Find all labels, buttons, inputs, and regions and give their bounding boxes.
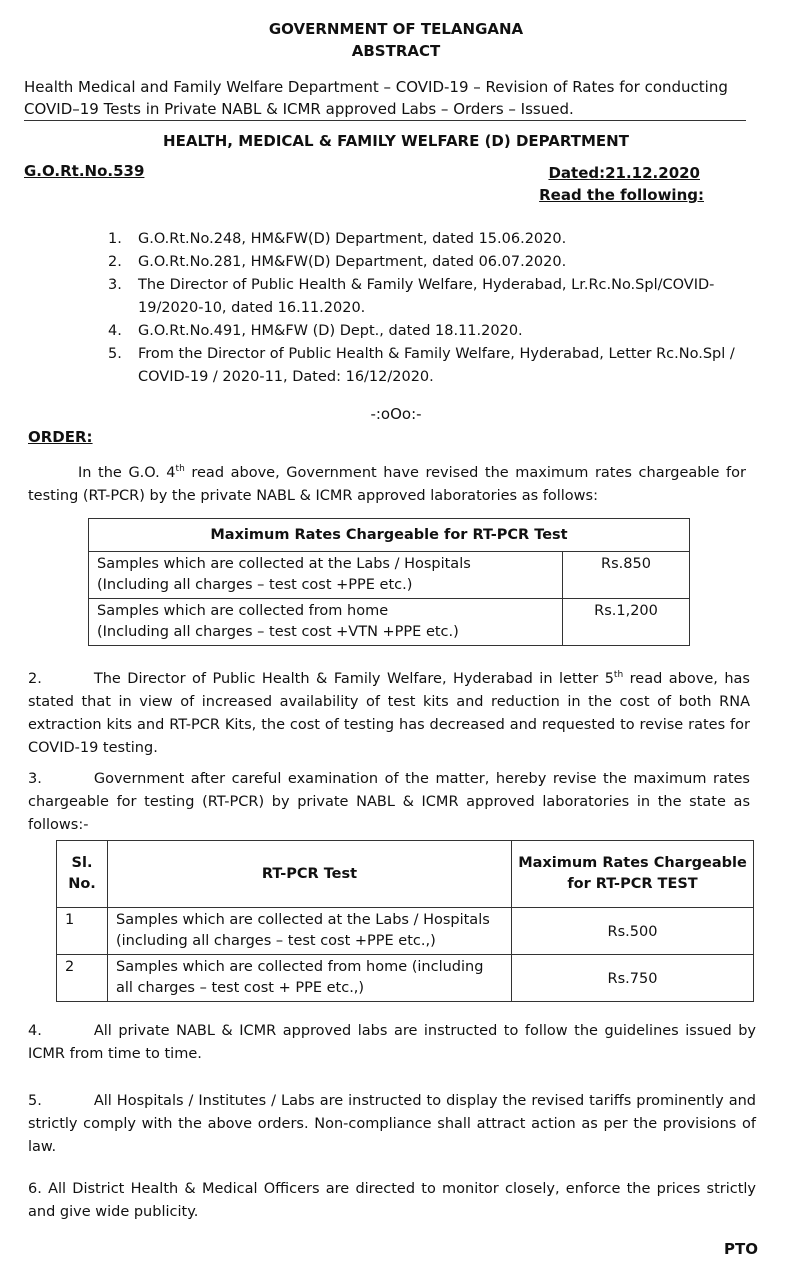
table-header: Maximum Rates Chargeable for RT-PCR Test — [89, 519, 690, 552]
paragraph-5: 5. All Hospitals / Institutes / Labs are instructed to display the revised tariffs prominently and strictly comply with the above orders. Non-compliance shall attract action as per the provisions of law. — [28, 1093, 756, 1155]
subject-line-1: Health Medical and Family Welfare Department – COVID-19 – Revision of Rates for conducting — [24, 78, 728, 96]
paragraph-1: In the G.O. 4th read above, Government have revised the maximum rates chargeable for testing (RT-PCR) by the private NABL & ICMR approved laboratories as follows: — [28, 464, 746, 504]
references-list — [108, 228, 748, 389]
order-date: Dated:21.12.2020 — [548, 164, 700, 182]
ornament-divider: -:oOo:- — [370, 405, 422, 423]
pto-label: PTO — [724, 1240, 758, 1258]
revised-rates-table — [56, 840, 754, 1002]
subject-divider — [24, 120, 746, 121]
table-row: 2 Samples which are collected from home (including all charges – test cost + PPE etc.,) Rs.750 — [57, 955, 754, 1002]
table-row: Samples which are collected at the Labs / Hospitals (Including all charges – test cost +PPE etc.) Rs.850 — [89, 552, 690, 599]
order-heading: ORDER: — [28, 428, 93, 446]
department-heading: HEALTH, MEDICAL & FAMILY WELFARE (D) DEPARTMENT — [163, 132, 629, 150]
rate-value: Rs.850 — [563, 552, 690, 599]
column-header-rate: Maximum Rates Chargeable for RT-PCR TEST — [512, 841, 754, 908]
subject-line-2: COVID–19 Tests in Private NABL & ICMR approved Labs – Orders – Issued. — [24, 100, 574, 118]
subject — [24, 76, 744, 120]
go-number: G.O.Rt.No.539 — [24, 162, 145, 180]
rate-value: Rs.750 — [512, 955, 754, 1002]
table-row: Samples which are collected from home (Including all charges – test cost +VTN +PPE etc.) Rs.1,200 — [89, 599, 690, 646]
old-rates-table — [88, 518, 690, 646]
read-following-heading: Read the following: — [539, 186, 704, 204]
paragraph-2: 2. The Director of Public Health & Family Welfare, Hyderabad in letter 5th read above, has stated that in view of increased availability of test kits and reduction in the cost of both RNA extraction kits and RT-PCR Kits, the cost of testing has decreased and requested to revise rates for COVID-19 testing. — [28, 670, 750, 756]
column-header-sl: Sl. No. — [57, 841, 108, 908]
reference-item: 1. G.O.Rt.No.248, HM&FW(D) Department, dated 15.06.2020. — [108, 231, 567, 247]
paragraph-3: 3. Government after careful examination of the matter, hereby revise the maximum rates chargeable for testing (RT-PCR) by private NABL & ICMR approved laboratories in the state as follows:- — [28, 771, 750, 833]
paragraph-4: 4. All private NABL & ICMR approved labs are instructed to follow the guidelines issued by ICMR from time to time. — [28, 1023, 756, 1062]
paragraph-6: 6. All District Health & Medical Officers are directed to monitor closely, enforce the prices strictly and give wide publicity. — [28, 1181, 757, 1220]
government-title: GOVERNMENT OF TELANGANA — [268, 20, 524, 38]
table-row: 1 Samples which are collected at the Labs / Hospitals (including all charges – test cost +PPE etc.,) Rs.500 — [57, 908, 754, 955]
column-header-test: RT-PCR Test — [108, 841, 512, 908]
reference-item: 4. G.O.Rt.No.491, HM&FW (D) Dept., dated 18.11.2020. — [108, 323, 523, 339]
abstract-title: ABSTRACT — [351, 42, 441, 60]
reference-item: 3. The Director of Public Health & Family Welfare, Hyderabad, Lr.Rc.No.Spl/COVID-19/2020-10, dated 16.11.2020. — [108, 277, 715, 316]
reference-item: 2. G.O.Rt.No.281, HM&FW(D) Department, dated 06.07.2020. — [108, 254, 567, 270]
reference-item: 5. From the Director of Public Health & Family Welfare, Hyderabad, Letter Rc.No.Spl / COVID-19 / 2020-11, Dated: 16/12/2020. — [108, 346, 735, 385]
rate-value: Rs.500 — [512, 908, 754, 955]
rate-value: Rs.1,200 — [563, 599, 690, 646]
